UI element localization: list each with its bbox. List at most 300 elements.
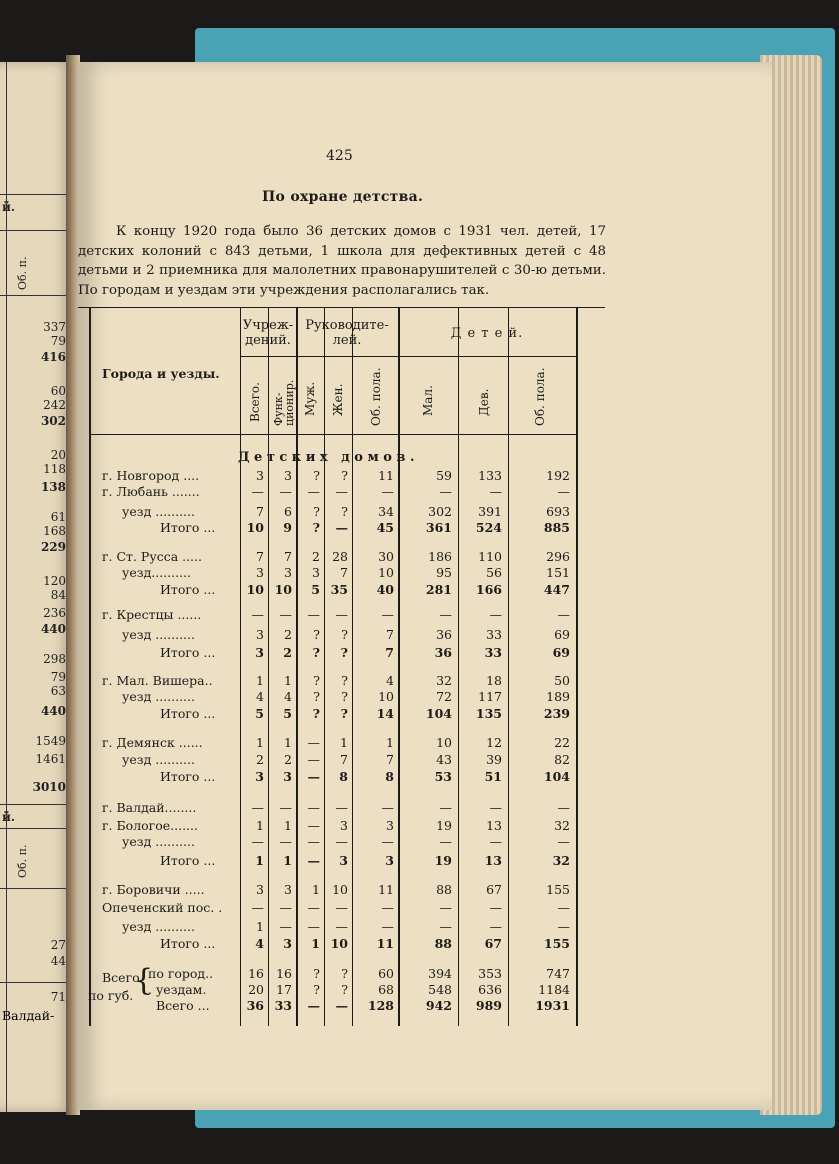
table-cell: 239 <box>543 706 570 721</box>
table-cell: 33 <box>484 645 502 660</box>
table-cell: — <box>307 900 320 915</box>
table-cell: 7 <box>284 549 292 564</box>
table-row <box>88 607 578 623</box>
table-cell: — <box>279 900 292 915</box>
table-cell: 35 <box>330 582 348 597</box>
table-cell: 5 <box>283 706 292 721</box>
row-label: г. Крестцы ...... <box>102 607 202 622</box>
table-row <box>88 735 578 751</box>
left-number: 79 <box>50 334 66 348</box>
row-label: уезд .......... <box>122 919 195 934</box>
table-cell: — <box>557 800 570 815</box>
grand-prefix-1: Всего <box>102 970 140 985</box>
table-cell: — <box>251 834 264 849</box>
table-cell: 636 <box>478 982 502 997</box>
table-cell: 5 <box>255 706 264 721</box>
table-row <box>88 800 578 816</box>
table-cell: 2 <box>256 752 264 767</box>
table-total-row <box>88 769 578 785</box>
left-number: 242 <box>43 398 66 412</box>
table-cell: 69 <box>554 627 570 642</box>
table-cell: 166 <box>475 582 502 597</box>
table-cell: 110 <box>478 549 502 564</box>
table-cell: 942 <box>425 998 452 1013</box>
table-cell: 67 <box>486 882 502 897</box>
row-label: . уездам. <box>148 982 207 997</box>
row-label: уезд .......... <box>122 627 195 642</box>
table-cell: 3 <box>340 818 348 833</box>
left-vline <box>6 62 7 1112</box>
table-cell: 361 <box>425 520 452 535</box>
table-row <box>88 689 578 705</box>
table-cell: 1 <box>256 673 264 688</box>
table-cell: ? <box>313 673 320 688</box>
table-cell: 104 <box>425 706 452 721</box>
table-cell: 11 <box>376 936 394 951</box>
table-cell: 4 <box>284 689 292 704</box>
col-header-female: Жен. <box>331 383 345 416</box>
table-cell: — <box>251 484 264 499</box>
table-cell: 32 <box>436 673 452 688</box>
left-page <box>0 62 72 1112</box>
table-cell: — <box>439 484 452 499</box>
table-cell: ? <box>340 645 348 660</box>
table-cell: 693 <box>546 504 570 519</box>
row-label: г. Любань ....... <box>102 484 200 499</box>
table-cell: 3 <box>283 769 292 784</box>
table-cell: — <box>251 800 264 815</box>
row-label: г. Бологое....... <box>102 818 198 833</box>
table-cell: — <box>489 607 502 622</box>
table-cell: — <box>307 735 320 750</box>
table-total-row <box>88 645 578 661</box>
table-cell: ? <box>313 982 320 997</box>
table-cell: 39 <box>486 752 502 767</box>
table-cell: — <box>489 484 502 499</box>
table-cell: — <box>307 834 320 849</box>
table-cell: 51 <box>484 769 502 784</box>
table-cell: 394 <box>428 966 452 981</box>
table-cell: — <box>381 919 394 934</box>
table-cell: 189 <box>546 689 570 704</box>
table-cell: 1 <box>284 673 292 688</box>
table-cell: — <box>557 834 570 849</box>
table-cell: 7 <box>386 627 394 642</box>
left-rule <box>0 828 72 829</box>
table-cell: 10 <box>436 735 452 750</box>
table-cell: — <box>307 752 320 767</box>
table-cell: 8 <box>339 769 348 784</box>
table-cell: — <box>439 607 452 622</box>
row-label: уезд .......... <box>122 689 195 704</box>
row-label: уезд.......... <box>122 565 192 580</box>
left-rule <box>0 230 72 231</box>
table-cell: 40 <box>376 582 394 597</box>
table-cell: — <box>381 484 394 499</box>
table-cell: 9 <box>283 520 292 535</box>
table-cell: 296 <box>546 549 570 564</box>
left-number: 138 <box>40 480 66 494</box>
table-cell: 7 <box>340 752 348 767</box>
table-cell: 281 <box>425 582 452 597</box>
grand-prefix-2: по губ. <box>88 988 134 1003</box>
table-row <box>88 752 578 768</box>
table-cell: — <box>557 607 570 622</box>
table-cell: 43 <box>436 752 452 767</box>
row-label: Итого ... <box>160 520 216 535</box>
group-header-leaders: Руководите- лей. <box>305 318 389 348</box>
row-label: Итого ... <box>160 936 216 951</box>
table-cell: — <box>381 800 394 815</box>
table-cell: 59 <box>436 468 452 483</box>
table-cell: — <box>489 919 502 934</box>
table-cell: 22 <box>554 735 570 750</box>
table-cell: — <box>335 484 348 499</box>
table-cell: — <box>279 800 292 815</box>
table-cell: 4 <box>255 936 264 951</box>
table-cell: — <box>307 818 320 833</box>
table-cell: 6 <box>284 504 292 519</box>
table-cell: — <box>335 998 348 1013</box>
table-cell: 4 <box>256 689 264 704</box>
table-cell: 2 <box>283 645 292 660</box>
table-cell: 10 <box>274 582 292 597</box>
table-cell: 19 <box>434 853 452 868</box>
table-cell: 1 <box>283 853 292 868</box>
table-cell: ? <box>313 627 320 642</box>
left-number: 1549 <box>35 734 66 748</box>
table-cell: 10 <box>246 520 264 535</box>
left-header-fragment: й. <box>2 200 16 214</box>
row-label: г. Валдай........ <box>102 800 197 815</box>
table-cell: — <box>307 800 320 815</box>
table-cell: 72 <box>436 689 452 704</box>
left-rule <box>0 888 72 889</box>
table-cell: 133 <box>478 468 502 483</box>
table-cell: 2 <box>312 549 320 564</box>
table-cell: — <box>335 900 348 915</box>
table-cell: — <box>279 919 292 934</box>
table-cell: ? <box>341 982 348 997</box>
table-cell: 3 <box>284 565 292 580</box>
table-cell: — <box>439 900 452 915</box>
table-row <box>88 882 578 898</box>
table-cell: 524 <box>475 520 502 535</box>
table-header-rule <box>89 434 576 435</box>
stub-header: Города и уезды. <box>102 366 220 381</box>
table-cell: 28 <box>332 549 348 564</box>
left-number: 27 <box>50 938 66 952</box>
row-label: уезд .......... <box>122 504 195 519</box>
table-cell: — <box>335 834 348 849</box>
table-cell: 10 <box>330 936 348 951</box>
table-group-rule <box>240 356 576 357</box>
table-cell: 3 <box>255 769 264 784</box>
table-total-row <box>88 998 578 1014</box>
table-cell: ? <box>341 966 348 981</box>
table-cell: 1 <box>256 735 264 750</box>
table-cell: — <box>557 484 570 499</box>
col-header-male: Муж. <box>303 381 317 416</box>
table-row <box>88 919 578 935</box>
table-cell: ? <box>313 504 320 519</box>
table-cell: — <box>279 484 292 499</box>
left-header-fragment-2: й. <box>2 810 16 824</box>
table-cell: 3 <box>283 936 292 951</box>
row-label: г. Мал. Вишера.. <box>102 673 213 688</box>
table-cell: 3 <box>312 565 320 580</box>
table-total-row <box>88 706 578 722</box>
table-cell: 1 <box>311 936 320 951</box>
table-cell: ? <box>341 504 348 519</box>
table-cell: — <box>335 520 348 535</box>
table-cell: ? <box>341 468 348 483</box>
table-cell: 60 <box>378 966 394 981</box>
table-cell: 33 <box>274 998 292 1013</box>
table-cell: — <box>307 919 320 934</box>
row-label: Итого ... <box>160 706 216 721</box>
table-cell: 548 <box>428 982 452 997</box>
table-cell: 747 <box>546 966 570 981</box>
table-cell: 155 <box>546 882 570 897</box>
table-cell: 7 <box>256 504 264 519</box>
table-cell: 67 <box>484 936 502 951</box>
table-cell: 1931 <box>535 998 570 1013</box>
left-number: 3010 <box>32 780 66 794</box>
table-cell: ? <box>340 706 348 721</box>
row-label: г. Демянск ...... <box>102 735 203 750</box>
left-col-header: Об. п. <box>16 256 29 290</box>
table-cell: ? <box>312 645 320 660</box>
table-cell: 11 <box>378 468 394 483</box>
table-cell: 32 <box>552 853 570 868</box>
table-cell: 30 <box>378 549 394 564</box>
table-cell: — <box>279 607 292 622</box>
table-cell: 3 <box>256 882 264 897</box>
table-cell: — <box>335 800 348 815</box>
table-row <box>88 982 578 998</box>
left-number: 168 <box>43 524 66 538</box>
section-title: Детских домов. <box>238 450 419 465</box>
table-cell: 4 <box>386 673 394 688</box>
table-row <box>88 900 578 916</box>
table-cell: ? <box>341 627 348 642</box>
table-cell: 353 <box>478 966 502 981</box>
table-total-row <box>88 520 578 536</box>
table-cell: 3 <box>256 565 264 580</box>
table-cell: 5 <box>311 582 320 597</box>
table-cell: 117 <box>478 689 502 704</box>
row-label: г. Новгород .... <box>102 468 200 483</box>
table-cell: 3 <box>284 882 292 897</box>
group-header-children: Д е т е й. <box>450 326 524 341</box>
table-cell: 391 <box>478 504 502 519</box>
table-cell: 3 <box>256 627 264 642</box>
table-cell: 36 <box>434 645 452 660</box>
table-cell: ? <box>341 689 348 704</box>
left-number: 71 <box>50 990 66 1004</box>
left-number: 120 <box>43 574 66 588</box>
table-total-row <box>88 853 578 869</box>
table-cell: 151 <box>546 565 570 580</box>
intro-paragraph: К концу 1920 года было 36 детских домов с 1931 чел. детей, 17 детских колоний с 843 детьми, 1 школа для дефективных детей с 48 детьми и 2 приемника для малолетних правонарушителей с 30-ю детьми. По городам и уездам эти учреждения располагались так. <box>78 224 606 298</box>
table-cell: 1 <box>256 919 264 934</box>
left-number: 236 <box>43 606 66 620</box>
left-number: 44 <box>50 954 66 968</box>
left-number: 60 <box>50 384 66 398</box>
row-label: Итого ... <box>160 853 216 868</box>
table-cell: — <box>381 900 394 915</box>
left-number: 302 <box>40 414 66 428</box>
table-cell: 88 <box>434 936 452 951</box>
brace-icon: { <box>134 963 154 998</box>
table-cell: — <box>307 998 320 1013</box>
table-cell: 56 <box>486 565 502 580</box>
table-row <box>88 834 578 850</box>
table-cell: 36 <box>246 998 264 1013</box>
row-label: уезд .......... <box>122 834 195 849</box>
table-cell: 10 <box>332 882 348 897</box>
table-cell: 1184 <box>538 982 570 997</box>
table-row <box>88 484 578 500</box>
table-cell: 12 <box>486 735 502 750</box>
table-cell: 3 <box>284 468 292 483</box>
table-cell: 1 <box>256 818 264 833</box>
left-col-header-2: Об. п. <box>16 844 29 878</box>
table-cell: 1 <box>284 818 292 833</box>
table-cell: ? <box>313 689 320 704</box>
table-cell: 2 <box>284 627 292 642</box>
row-label: г. Боровичи ..... <box>102 882 205 897</box>
table-cell: ? <box>312 520 320 535</box>
page-number: 425 <box>326 148 353 164</box>
table-cell: 1 <box>255 853 264 868</box>
table-row <box>88 966 578 982</box>
table-cell: 19 <box>436 818 452 833</box>
table-cell: 11 <box>378 882 394 897</box>
row-label: Итого ... <box>160 582 216 597</box>
table-row <box>88 627 578 643</box>
row-label: Итого ... <box>160 769 216 784</box>
table-cell: 1 <box>312 882 320 897</box>
left-number: 416 <box>40 350 66 364</box>
table-row <box>88 504 578 520</box>
left-number: 229 <box>40 540 66 554</box>
table-cell: 34 <box>378 504 394 519</box>
table-cell: ? <box>313 966 320 981</box>
table-cell: 3 <box>256 468 264 483</box>
row-label: Всего ... <box>156 998 210 1013</box>
group-header-institutions: Учреж- дений. <box>242 318 294 348</box>
row-label: Итого ... <box>160 645 216 660</box>
table-cell: ? <box>341 673 348 688</box>
table-cell: ? <box>312 706 320 721</box>
left-number: 440 <box>40 622 66 636</box>
table-cell: 36 <box>436 627 452 642</box>
table-cell: 3 <box>255 645 264 660</box>
table-cell: — <box>307 769 320 784</box>
table-cell: 447 <box>543 582 570 597</box>
table-cell: 13 <box>484 853 502 868</box>
right-page <box>78 62 772 1110</box>
table-cell: 68 <box>378 982 394 997</box>
table-cell: 95 <box>436 565 452 580</box>
table-cell: — <box>251 607 264 622</box>
table-cell: 10 <box>378 689 394 704</box>
table-cell: — <box>557 919 570 934</box>
left-number: 63 <box>50 684 66 698</box>
table-cell: 45 <box>376 520 394 535</box>
table-cell: 7 <box>386 752 394 767</box>
table-cell: 18 <box>486 673 502 688</box>
table-cell: 186 <box>428 549 452 564</box>
table-row <box>88 673 578 689</box>
table-row <box>88 818 578 834</box>
table-cell: 135 <box>475 706 502 721</box>
table-cell: — <box>307 853 320 868</box>
left-number: 298 <box>43 652 66 666</box>
row-label: г. Ст. Русса ..... <box>102 549 202 564</box>
table-cell: 1 <box>386 735 394 750</box>
col-header-both-sexes: Об. пола. <box>369 367 383 426</box>
table-cell: — <box>439 800 452 815</box>
table-cell: 3 <box>385 853 394 868</box>
table-cell: — <box>335 919 348 934</box>
table-cell: 7 <box>256 549 264 564</box>
table-cell: 82 <box>554 752 570 767</box>
col-header-girls: Дев. <box>477 388 491 416</box>
table-cell: 16 <box>276 966 292 981</box>
table-cell: 32 <box>554 818 570 833</box>
table-cell: — <box>489 800 502 815</box>
row-label: уезд .......... <box>122 752 195 767</box>
table-cell: 50 <box>554 673 570 688</box>
left-number: 1461 <box>35 752 66 766</box>
table-cell: — <box>557 900 570 915</box>
left-footer-word: Валдай- <box>2 1008 55 1023</box>
table-cell: 88 <box>436 882 452 897</box>
table-total-row <box>88 936 578 952</box>
left-rule <box>0 982 72 983</box>
left-number: 440 <box>40 704 66 718</box>
table-cell: — <box>251 900 264 915</box>
left-rule <box>0 194 72 195</box>
left-number: 84 <box>50 588 66 602</box>
table-cell: 10 <box>378 565 394 580</box>
table-cell: — <box>307 484 320 499</box>
table-cell: 20 <box>248 982 264 997</box>
table-cell: 192 <box>546 468 570 483</box>
table-cell: 1 <box>284 735 292 750</box>
row-label: по город.. <box>148 966 214 981</box>
table-cell: 3 <box>386 818 394 833</box>
col-header-children-both: Об. пола. <box>533 367 547 426</box>
table-cell: 17 <box>276 982 292 997</box>
row-label: Опеченский пос. . <box>102 900 223 915</box>
table-row <box>88 549 578 565</box>
table-cell: — <box>439 834 452 849</box>
table-cell: 155 <box>543 936 570 951</box>
table-cell: 104 <box>543 769 570 784</box>
table-cell: — <box>489 900 502 915</box>
col-header-functioning: Функ- ционир. <box>272 379 296 426</box>
table-cell: 33 <box>486 627 502 642</box>
table-cell: 885 <box>543 520 570 535</box>
table-cell: 989 <box>475 998 502 1013</box>
table-cell: 10 <box>246 582 264 597</box>
table-cell: 128 <box>367 998 394 1013</box>
table-cell: 3 <box>339 853 348 868</box>
